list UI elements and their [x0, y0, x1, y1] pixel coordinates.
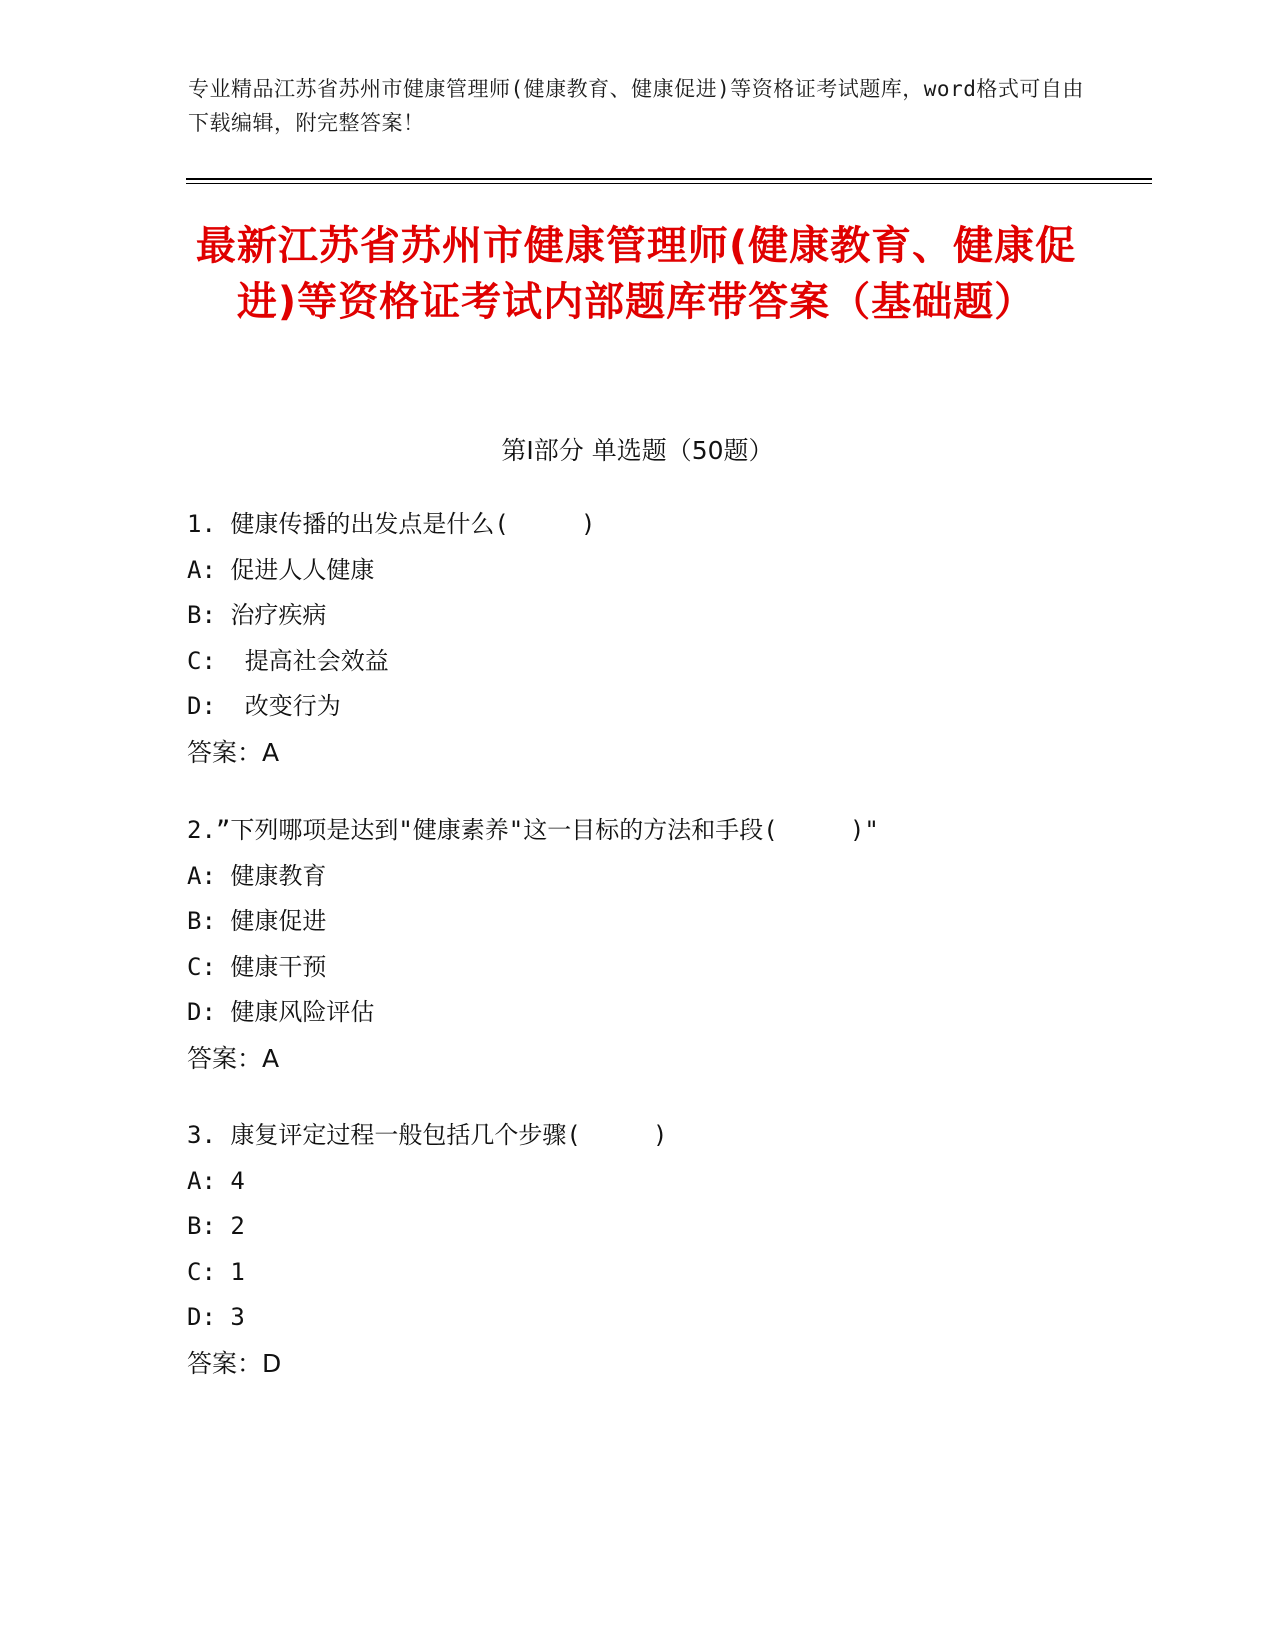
- option-d: D: 健康风险评估: [187, 998, 375, 1026]
- header-divider-thin: [186, 183, 1152, 184]
- question-1: [187, 502, 1147, 775]
- answer: 答案：D: [187, 1348, 282, 1378]
- question-2: [187, 808, 1147, 1081]
- option-c: C: 提高社会效益: [187, 646, 389, 675]
- option-b: B: 治疗疾病: [187, 601, 327, 629]
- answer: 答案：A: [187, 737, 280, 767]
- answer: 答案：A: [187, 1043, 280, 1073]
- option-b: B: 2: [187, 1212, 245, 1240]
- question-stem: 1. 健康传播的出发点是什么( ): [187, 510, 596, 538]
- option-d: D: 3: [187, 1303, 245, 1331]
- option-d: D: 改变行为: [187, 692, 341, 720]
- option-a: A: 健康教育: [187, 861, 327, 890]
- option-c: C: 健康干预: [187, 952, 327, 981]
- option-a: A: 4: [187, 1166, 245, 1195]
- header-divider-thick: [186, 178, 1152, 180]
- section-title: 第Ⅰ部分 单选题（50题）: [501, 436, 774, 465]
- question-stem: 2.”下列哪项是达到"健康素养"这一目标的方法和手段( )": [187, 816, 879, 844]
- question-3: [187, 1113, 1147, 1386]
- option-c: C: 1: [187, 1257, 245, 1286]
- option-b: B: 健康促进: [187, 907, 327, 935]
- option-a: A: 促进人人健康: [187, 555, 375, 584]
- header-note: 专业精品江苏省苏州市健康管理师(健康教育、健康促进)等资格证考试题库，word格式可自由下载编辑，附完整答案！: [188, 77, 1084, 135]
- document-title: 最新江苏省苏州市健康管理师(健康教育、健康促进)等资格证考试内部题库带答案（基础题）: [195, 223, 1077, 325]
- question-stem: 3. 康复评定过程一般包括几个步骤( ): [187, 1121, 668, 1149]
